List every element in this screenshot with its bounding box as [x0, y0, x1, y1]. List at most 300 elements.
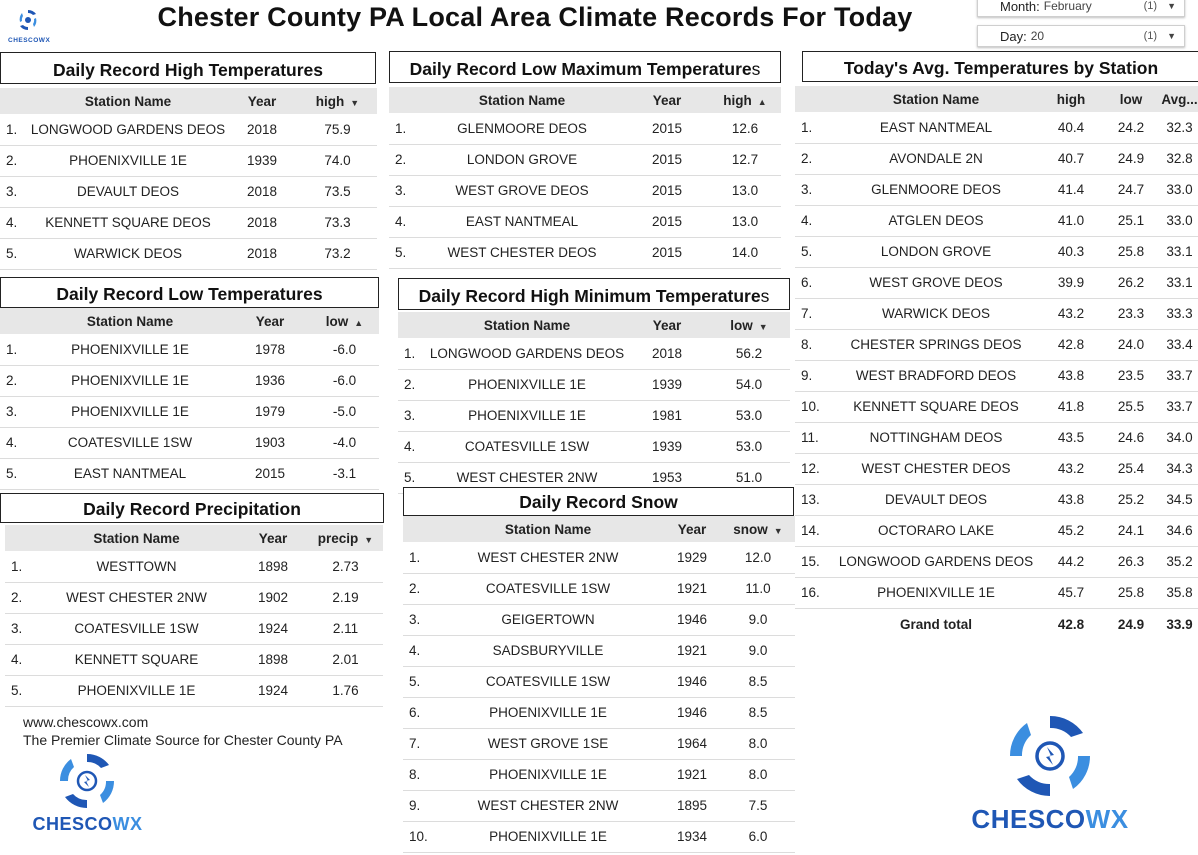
value-cell: 9.0 [721, 635, 795, 666]
row-index: 5. [389, 237, 419, 268]
row-index: 4. [398, 431, 428, 462]
value-cell: 73.5 [298, 176, 377, 207]
high-cell: 44.2 [1041, 546, 1101, 577]
month-filter[interactable] [977, 0, 1185, 17]
year-cell: 1898 [238, 644, 308, 675]
low-cell: 24.6 [1101, 422, 1161, 453]
avg-temps-widget [795, 51, 1198, 640]
year-cell: 1939 [226, 145, 298, 176]
table-row [795, 391, 1198, 422]
avg-cell: 32.8 [1161, 143, 1198, 174]
value-cell: 1.76 [308, 675, 383, 706]
value-cell: 12.0 [721, 542, 795, 573]
record-high-title: Daily Record High Temperatures [0, 52, 376, 84]
table-row [795, 205, 1198, 236]
chevron-down-icon: ▼ [1167, 1, 1176, 11]
month-filter-count: (1) [1143, 0, 1158, 12]
record-high-widget [0, 52, 377, 270]
year-cell: 2015 [625, 237, 709, 268]
value-cell: -5.0 [310, 396, 379, 427]
high-cell: 43.2 [1041, 453, 1101, 484]
value-cell: 73.3 [298, 207, 377, 238]
table-row [403, 604, 795, 635]
swirl-logo-icon [30, 750, 145, 812]
sort-asc-icon: ▲ [757, 96, 767, 107]
avg-cell: 33.4 [1161, 329, 1198, 360]
col-header-high[interactable]: high [1041, 86, 1101, 112]
high-cell: 43.2 [1041, 298, 1101, 329]
col-header-year[interactable]: Year [230, 308, 310, 334]
page-title: Chester County PA Local Area Climate Records For Today [157, 2, 913, 32]
station-name-cell: PHOENIXVILLE 1E [428, 400, 626, 431]
value-cell: -4.0 [310, 427, 379, 458]
table-row [403, 697, 795, 728]
year-cell: 2015 [625, 113, 709, 144]
record-high-table [0, 88, 377, 270]
col-header-low[interactable]: low ▼ [708, 312, 790, 338]
table-row [5, 551, 383, 582]
avg-cell: 34.3 [1161, 453, 1198, 484]
table-row [0, 458, 379, 489]
table-row [403, 542, 795, 573]
station-name-cell: GLENMOORE DEOS [831, 174, 1041, 205]
row-index: 8. [403, 759, 433, 790]
value-cell: 2.11 [308, 613, 383, 644]
year-cell: 1898 [238, 551, 308, 582]
year-cell: 1895 [663, 790, 721, 821]
table-row [0, 238, 377, 269]
station-name-cell: KENNETT SQUARE DEOS [831, 391, 1041, 422]
station-name-cell: LONGWOOD GARDENS DEOS [428, 338, 626, 369]
value-cell: 74.0 [298, 145, 377, 176]
year-cell: 1936 [230, 365, 310, 396]
row-index: 4. [0, 207, 30, 238]
chevron-down-icon: ▼ [1167, 31, 1176, 41]
year-cell: 1924 [238, 613, 308, 644]
year-cell: 2018 [226, 114, 298, 145]
table-row [398, 369, 790, 400]
grand-total-row [795, 608, 1198, 640]
table-row [0, 365, 379, 396]
station-name-cell: PHOENIXVILLE 1E [35, 675, 238, 706]
low-cell: 26.3 [1101, 546, 1161, 577]
value-cell: 12.7 [709, 144, 781, 175]
high-cell: 40.3 [1041, 236, 1101, 267]
value-cell: 8.0 [721, 728, 795, 759]
station-name-cell: PHOENIXVILLE 1E [428, 369, 626, 400]
low-cell: 23.3 [1101, 298, 1161, 329]
value-cell: 13.0 [709, 206, 781, 237]
low-cell: 24.0 [1101, 329, 1161, 360]
value-cell: 75.9 [298, 114, 377, 145]
col-header-station[interactable]: Station Name [30, 308, 230, 334]
row-index: 7. [795, 298, 831, 329]
low-cell: 24.1 [1101, 515, 1161, 546]
station-name-cell: WEST CHESTER DEOS [419, 237, 625, 268]
station-name-cell: PHOENIXVILLE 1E [831, 577, 1041, 608]
avg-cell: 35.8 [1161, 577, 1198, 608]
row-index: 5. [398, 462, 428, 493]
row-index: 2. [0, 145, 30, 176]
year-cell: 1929 [663, 542, 721, 573]
row-index: 12. [795, 453, 831, 484]
low-cell: 26.2 [1101, 267, 1161, 298]
value-cell: 8.5 [721, 666, 795, 697]
high-cell: 43.8 [1041, 360, 1101, 391]
value-cell: 8.5 [721, 697, 795, 728]
col-header-low[interactable]: low [1101, 86, 1161, 112]
logo-bottom-left [30, 750, 145, 840]
record-low-max-widget [389, 51, 781, 269]
row-index: 2. [5, 582, 35, 613]
station-name-cell: GLENMOORE DEOS [419, 113, 625, 144]
table-row [0, 145, 377, 176]
row-index: 5. [403, 666, 433, 697]
value-cell: 6.0 [721, 821, 795, 852]
value-cell: 53.0 [708, 431, 790, 462]
year-cell: 1934 [663, 821, 721, 852]
value-cell: 2.73 [308, 551, 383, 582]
value-cell: 9.0 [721, 604, 795, 635]
station-name-cell: NOTTINGHAM DEOS [831, 422, 1041, 453]
table-row [795, 360, 1198, 391]
record-low-table [0, 308, 379, 490]
year-cell: 1946 [663, 604, 721, 635]
station-name-cell: SADSBURYVILLE [433, 635, 663, 666]
year-cell: 1978 [230, 334, 310, 365]
station-name-cell: PHOENIXVILLE 1E [30, 145, 226, 176]
station-name-cell: COATESVILLE 1SW [433, 573, 663, 604]
table-row [795, 329, 1198, 360]
col-header-station[interactable]: Station Name [30, 88, 226, 114]
avg-cell: 34.5 [1161, 484, 1198, 515]
value-cell: 7.5 [721, 790, 795, 821]
value-cell: 2.19 [308, 582, 383, 613]
footer-website-link[interactable]: www.chescowx.com [23, 714, 149, 730]
value-cell: 56.2 [708, 338, 790, 369]
col-header-year[interactable]: Year [238, 525, 308, 551]
value-cell: 12.6 [709, 113, 781, 144]
row-index: 3. [389, 175, 419, 206]
record-low-widget [0, 277, 379, 490]
row-index: 2. [0, 365, 30, 396]
year-cell: 2018 [626, 338, 708, 369]
row-index: 4. [403, 635, 433, 666]
record-precip-table [5, 525, 383, 707]
row-index: 16. [795, 577, 831, 608]
day-filter-count: (1) [1143, 30, 1158, 42]
value-cell: -3.1 [310, 458, 379, 489]
station-name-cell: COATESVILLE 1SW [30, 427, 230, 458]
row-index: 9. [403, 790, 433, 821]
table-row [0, 334, 379, 365]
col-header-station[interactable]: Station Name [35, 525, 238, 551]
station-name-cell: DEVAULT DEOS [831, 484, 1041, 515]
year-cell: 1939 [626, 431, 708, 462]
station-name-cell: LONDON GROVE [419, 144, 625, 175]
row-index: 4. [389, 206, 419, 237]
row-index: 1. [795, 112, 831, 143]
col-header-year[interactable]: Year [226, 88, 298, 114]
avg-cell: 33.0 [1161, 205, 1198, 236]
low-cell: 25.8 [1101, 577, 1161, 608]
year-cell: 1946 [663, 697, 721, 728]
year-cell: 1921 [663, 759, 721, 790]
row-index: 5. [0, 238, 30, 269]
col-header-snow[interactable]: snow ▼ [721, 516, 795, 542]
record-low-max-table [389, 87, 781, 269]
row-index: 7. [403, 728, 433, 759]
row-index: 4. [5, 644, 35, 675]
day-filter-label: Day: [1000, 28, 1027, 44]
row-index: 2. [389, 144, 419, 175]
record-snow-title: Daily Record Snow [403, 487, 794, 516]
logo-small [8, 8, 51, 44]
value-cell: 53.0 [708, 400, 790, 431]
avg-temps-title: Today's Avg. Temperatures by Station [802, 51, 1198, 82]
low-cell: 25.2 [1101, 484, 1161, 515]
table-row [0, 207, 377, 238]
table-row [403, 573, 795, 604]
row-index: 1. [389, 113, 419, 144]
low-cell: 23.5 [1101, 360, 1161, 391]
high-cell: 43.5 [1041, 422, 1101, 453]
col-header-high[interactable]: high ▲ [709, 87, 781, 113]
avg-cell: 33.0 [1161, 174, 1198, 205]
table-row [795, 143, 1198, 174]
high-cell: 41.4 [1041, 174, 1101, 205]
row-index: 2. [398, 369, 428, 400]
row-index: 10. [403, 821, 433, 852]
row-index: 5. [0, 458, 30, 489]
year-cell: 2018 [226, 238, 298, 269]
high-cell: 40.4 [1041, 112, 1101, 143]
value-cell: 14.0 [709, 237, 781, 268]
avg-cell: 33.1 [1161, 267, 1198, 298]
sort-desc-icon: ▼ [364, 534, 374, 545]
value-cell: 13.0 [709, 175, 781, 206]
high-cell: 45.7 [1041, 577, 1101, 608]
table-row [795, 546, 1198, 577]
row-index: 4. [0, 427, 30, 458]
year-cell: 2015 [625, 144, 709, 175]
record-high-min-table [398, 312, 790, 494]
row-index: 6. [403, 697, 433, 728]
table-row [5, 613, 383, 644]
record-high-min-widget [398, 278, 790, 494]
row-index: 10. [795, 391, 831, 422]
row-index: 6. [795, 267, 831, 298]
table-row [389, 144, 781, 175]
col-header-station[interactable]: Station Name [419, 87, 625, 113]
year-cell: 1903 [230, 427, 310, 458]
station-name-cell: PHOENIXVILLE 1E [433, 759, 663, 790]
table-row [795, 267, 1198, 298]
station-name-cell: WARWICK DEOS [831, 298, 1041, 329]
station-name-cell: WEST GROVE 1SE [433, 728, 663, 759]
row-index: 3. [403, 604, 433, 635]
swirl-logo-icon [8, 8, 48, 32]
avg-cell: 33.1 [1161, 236, 1198, 267]
footer-tagline: The Premier Climate Source for Chester County PA [23, 732, 343, 748]
table-row [5, 644, 383, 675]
row-index: 2. [795, 143, 831, 174]
col-header-station[interactable]: Station Name [433, 516, 663, 542]
col-header-high[interactable]: high ▼ [298, 88, 377, 114]
sort-desc-icon: ▼ [758, 321, 768, 332]
low-cell: 25.4 [1101, 453, 1161, 484]
month-filter-value: February [1043, 0, 1092, 13]
col-header-year[interactable]: Year [625, 87, 709, 113]
year-cell: 1924 [238, 675, 308, 706]
year-cell: 2018 [226, 207, 298, 238]
col-header-year[interactable]: Year [626, 312, 708, 338]
station-name-cell: WESTTOWN [35, 551, 238, 582]
station-name-cell: KENNETT SQUARE [35, 644, 238, 675]
col-header-station[interactable]: Station Name [831, 86, 1041, 112]
row-index: 13. [795, 484, 831, 515]
month-filter-label: Month: [1000, 0, 1040, 14]
table-row [795, 422, 1198, 453]
station-name-cell: EAST NANTMEAL [30, 458, 230, 489]
station-name-cell: WEST CHESTER 2NW [35, 582, 238, 613]
year-cell: 1979 [230, 396, 310, 427]
logo-bottom-right-text: CHESCOWX [971, 804, 1129, 834]
avg-cell: 34.0 [1161, 422, 1198, 453]
sort-desc-icon: ▼ [773, 525, 783, 536]
table-row [389, 206, 781, 237]
year-cell: 1939 [626, 369, 708, 400]
value-cell: 8.0 [721, 759, 795, 790]
table-row [795, 515, 1198, 546]
col-header-year[interactable]: Year [663, 516, 721, 542]
high-cell: 39.9 [1041, 267, 1101, 298]
row-index: 5. [795, 236, 831, 267]
row-index: 3. [0, 396, 30, 427]
avg-cell: 35.2 [1161, 546, 1198, 577]
value-cell: 11.0 [721, 573, 795, 604]
station-name-cell: CHESTER SPRINGS DEOS [831, 329, 1041, 360]
table-row [398, 431, 790, 462]
year-cell: 1921 [663, 573, 721, 604]
col-header-low[interactable]: low ▲ [310, 308, 379, 334]
station-name-cell: LONGWOOD GARDENS DEOS [831, 546, 1041, 577]
value-cell: -6.0 [310, 365, 379, 396]
table-row [403, 728, 795, 759]
table-row [795, 174, 1198, 205]
row-index: 2. [403, 573, 433, 604]
value-cell: 73.2 [298, 238, 377, 269]
col-header-station[interactable]: Station Name [428, 312, 626, 338]
record-snow-table [403, 516, 795, 853]
table-row [795, 298, 1198, 329]
high-cell: 41.0 [1041, 205, 1101, 236]
sort-asc-icon: ▲ [354, 317, 364, 328]
row-index: 3. [5, 613, 35, 644]
station-name-cell: COATESVILLE 1SW [35, 613, 238, 644]
year-cell: 1921 [663, 635, 721, 666]
station-name-cell: KENNETT SQUARE DEOS [30, 207, 226, 238]
record-low-title: Daily Record Low Temperatures [0, 277, 379, 308]
station-name-cell: OCTORARO LAKE [831, 515, 1041, 546]
station-name-cell: WEST CHESTER DEOS [831, 453, 1041, 484]
table-row [389, 175, 781, 206]
station-name-cell: LONGWOOD GARDENS DEOS [30, 114, 226, 145]
record-precip-title: Daily Record Precipitation [0, 493, 384, 523]
table-row [0, 114, 377, 145]
station-name-cell: PHOENIXVILLE 1E [30, 396, 230, 427]
row-index: 5. [5, 675, 35, 706]
row-index: 1. [5, 551, 35, 582]
row-index: 1. [0, 334, 30, 365]
avg-cell: 33.3 [1161, 298, 1198, 329]
high-cell: 42.8 [1041, 329, 1101, 360]
avg-cell: 33.7 [1161, 360, 1198, 391]
row-index: 11. [795, 422, 831, 453]
row-index: 14. [795, 515, 831, 546]
row-index: 1. [403, 542, 433, 573]
year-cell: 2015 [625, 206, 709, 237]
day-filter[interactable] [977, 25, 1185, 47]
station-name-cell: COATESVILLE 1SW [433, 666, 663, 697]
station-name-cell: EAST NANTMEAL [419, 206, 625, 237]
col-header-precip[interactable]: precip ▼ [308, 525, 383, 551]
table-row [403, 759, 795, 790]
year-cell: 2015 [625, 175, 709, 206]
row-index: 1. [398, 338, 428, 369]
table-row [0, 176, 377, 207]
station-name-cell: PHOENIXVILLE 1E [433, 697, 663, 728]
grand-total-low: 24.9 [1117, 616, 1145, 632]
station-name-cell: AVONDALE 2N [831, 143, 1041, 174]
station-name-cell: COATESVILLE 1SW [428, 431, 626, 462]
table-row [5, 582, 383, 613]
table-row [5, 675, 383, 706]
row-index: 1. [0, 114, 30, 145]
low-cell: 24.7 [1101, 174, 1161, 205]
avg-cell: 34.6 [1161, 515, 1198, 546]
station-name-cell: GEIGERTOWN [433, 604, 663, 635]
high-cell: 41.8 [1041, 391, 1101, 422]
year-cell: 1902 [238, 582, 308, 613]
logo-small-text: CHESCOWX [8, 37, 51, 44]
record-precip-widget [0, 493, 384, 707]
year-cell: 2015 [230, 458, 310, 489]
year-cell: 2018 [226, 176, 298, 207]
table-row [795, 112, 1198, 143]
col-header-avg[interactable]: Avg... [1161, 86, 1198, 112]
year-cell: 1964 [663, 728, 721, 759]
station-name-cell: DEVAULT DEOS [30, 176, 226, 207]
table-row [795, 484, 1198, 515]
table-row [403, 790, 795, 821]
table-row [398, 338, 790, 369]
grand-total-label: Grand total [899, 616, 972, 632]
station-name-cell: PHOENIXVILLE 1E [433, 821, 663, 852]
high-cell: 45.2 [1041, 515, 1101, 546]
station-name-cell: WEST BRADFORD DEOS [831, 360, 1041, 391]
high-cell: 40.7 [1041, 143, 1101, 174]
low-cell: 25.5 [1101, 391, 1161, 422]
logo-bottom-right [965, 712, 1135, 832]
station-name-cell: EAST NANTMEAL [831, 112, 1041, 143]
row-index: 8. [795, 329, 831, 360]
table-row [403, 821, 795, 852]
station-name-cell: WEST GROVE DEOS [831, 267, 1041, 298]
table-row [389, 237, 781, 268]
record-high-min-title: Daily Record High Minimum Temperature s [398, 278, 790, 310]
low-cell: 25.1 [1101, 205, 1161, 236]
